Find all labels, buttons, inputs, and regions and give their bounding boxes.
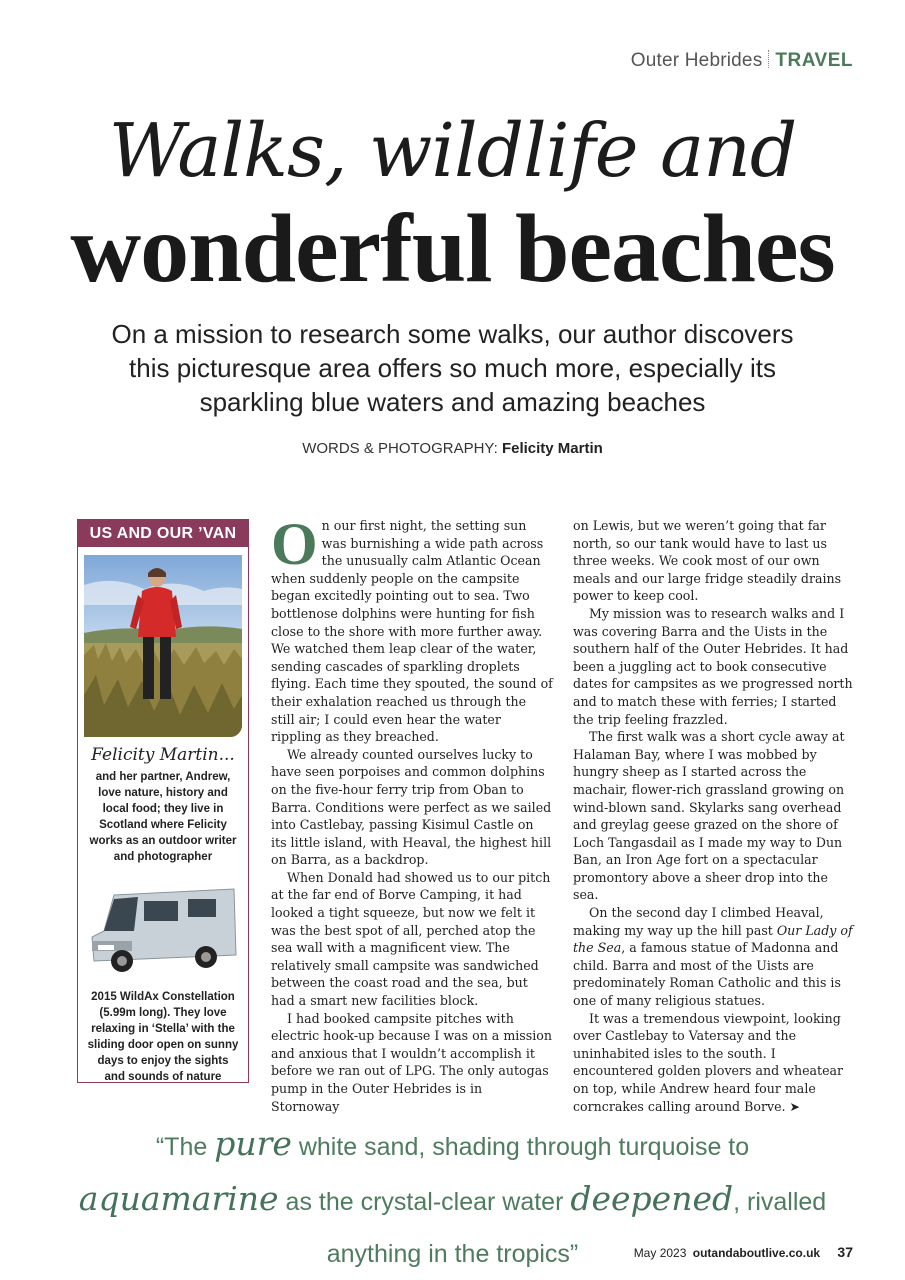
- paragraph-text: , a famous statue of Madonna and child. Barra and most of the Uists are predominately Roman Catholic and this is one of many religious statues.: [573, 940, 841, 1009]
- author-photo: [84, 555, 242, 737]
- headline-line-1: Walks, wildlife and: [108, 108, 797, 194]
- drop-cap: O: [271, 511, 318, 577]
- divider: [768, 50, 769, 68]
- category-label: TRAVEL: [775, 50, 853, 71]
- campervan-image: [84, 875, 242, 983]
- page-number: 37: [837, 1244, 853, 1260]
- author-sidebar: [77, 519, 249, 1083]
- quote-text: as the crystal-clear water: [278, 1188, 571, 1216]
- author-name: Felicity Martin...: [91, 745, 235, 765]
- article-paragraph: When Donald had showed us to our pitch at the far end of Borve Camping, it had looked a tight squeeze, but now we felt it was the best spot of all, perched atop the sea wall with a magnificent view. The relatively small campsite was sandwiched between the coast road and the sea, but had a smart new facilities block.: [271, 869, 551, 1009]
- quote-emphasis: aquamarine: [78, 1179, 279, 1218]
- page-footer: [634, 1244, 853, 1260]
- van-caption: 2015 WildAx Constellation (5.99m long). They love relaxing in ‘Stella’ with the sliding door open on sunny days to enjoy the sights and sounds of nature: [87, 991, 239, 1083]
- section-tag: [631, 50, 853, 72]
- author-bio: and her partner, Andrew, love nature, history and local food; they live in Scotland where Felicity works as an outdoor writer and photographer: [89, 771, 237, 863]
- article-column-1: [271, 511, 553, 1115]
- quote-emphasis: pure: [214, 1124, 292, 1163]
- quote-text: , rivalled anything in the tropics”: [326, 1188, 827, 1268]
- article-paragraph: We already counted ourselves lucky to have seen porpoises and common dolphins on the five-hour ferry trip from Oban to Barra. Conditions were perfect as we sailed into Castlebay, passing Kisimul Castle on its little island, with Heaval, the highest hill on Barra, as a backdrop.: [271, 746, 552, 868]
- section-name: Outer Hebrides: [630, 50, 763, 71]
- article-paragraph: I had booked campsite pitches with electric hook-up because I was on a mission and anxious that I wouldn’t accomplish it before we ran out of LPG. The only autogas pump in the Outer Hebrides is in Stornoway: [271, 1010, 552, 1114]
- standfirst: On a mission to research some walks, our author discovers this picturesque area offers so much more, especially its sparkling blue waters and amazing beaches: [111, 319, 794, 417]
- quote-emphasis: deepened: [570, 1179, 734, 1218]
- article-paragraph: on Lewis, but we weren’t going that far north, so our tank would have to last us three weeks. We cook most of our own meals and our large fridge steadily drains power to keep cool.: [573, 518, 842, 604]
- article-paragraph: [271, 511, 553, 746]
- statue-name: Our Lady of the Sea: [573, 922, 853, 956]
- article-paragraph: [573, 904, 855, 1010]
- headline-line-2: wonderful beaches: [70, 195, 835, 303]
- paragraph-text: n our first night, the setting sun was burnishing a wide path across the unusually calm Atlantic Ocean when suddenly people on the campsite began excitedly pointing out to sea. Two bottlenose dolphins were hunting for fish close to the shore with more further away. We watched them leap clear of the water, sending cascades of sparkling droplets flying. Each time they spouted, the sound of their exhalation reached us through the still air; I could even hear the water rippling as they breached.: [271, 518, 553, 745]
- paragraph-text: On the second day I climbed Heaval, making my way up the hill past: [573, 905, 824, 938]
- issue-date: May 2023: [633, 1246, 687, 1260]
- byline-author: Felicity Martin: [501, 440, 603, 457]
- article-paragraph: My mission was to research walks and I was covering Barra and the Uists in the southern half of the Outer Hebrides. It had been a juggling act to book consecutive dates for campsites as we progressed north and to match these with ferries; I started the trip feeling frazzled.: [573, 605, 853, 727]
- quote-text: “The: [155, 1133, 215, 1161]
- byline-label: WORDS & PHOTOGRAPHY:: [302, 440, 498, 457]
- quote-text: white sand, shading through turquoise to: [291, 1133, 750, 1161]
- article-column-2: [573, 517, 855, 1115]
- byline: [0, 440, 905, 457]
- article-paragraph: The first walk was a short cycle away at Halaman Bay, where I was mobbed by hungry sheep as I started across the machair, flower-rich grassland growing on wind-blown sand. Skylarks sang overhead and greylag geese grazed on the shore of Loch Tangasdail as I made my way to Dun Ban, an Iron Age fort on a spectacular promontory above a sheer drop into the sea.: [573, 729, 845, 903]
- website-link[interactable]: outandaboutlive.co.uk: [692, 1246, 821, 1260]
- sidebar-title: US AND OUR ’VAN: [78, 520, 248, 547]
- article-paragraph: It was a tremendous viewpoint, looking over Castlebay to Vatersay and the uninhabited isles to the south. I encountered golden plovers and wheatear on top, while Andrew heard four male corncrakes calling around Borve. ➤: [573, 1010, 844, 1114]
